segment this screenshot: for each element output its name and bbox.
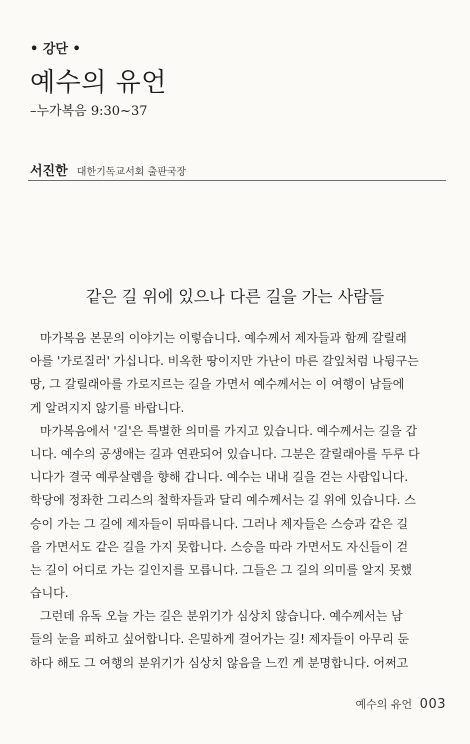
text-line: 들의 눈을 피하고 싶어합니다. 은밀하게 걸어가는 길! 제자들이 아무리 둔 [30,632,410,647]
page-title: 예수의 유언 [30,68,167,98]
author-role: 대한기독교서회 출판국장 [76,167,187,178]
paragraph [30,420,446,606]
author-name: 서진한 [30,164,68,179]
body-text [30,327,446,675]
running-title: 예수의 유언 [355,698,413,711]
scripture-reference: –누가복음 9:30~37 [30,104,148,119]
author-byline [30,160,186,179]
paragraph [30,605,446,675]
page-footer [356,696,446,712]
text-line: 는 길이 어디로 가는 길인지를 모릅니다. 그들은 그 길의 의미를 알지 못했 [30,562,412,577]
text-line: 그런데 유독 오늘 가는 길은 분위기가 심상치 않습니다. 예수께서는 남 [40,609,403,624]
text-line: 마가복음 본문의 이야기는 이렇습니다. 예수께서 제자들과 함께 갈릴래 [40,331,407,345]
text-line: 마가복음에서 '길'은 특별한 의미를 가지고 있습니다. 예수께서는 길을 갑 [40,423,418,438]
paragraph [30,327,446,420]
text-line: 승이 가는 그 길에 제자들이 뒤따릅니다. 그러나 제자들은 스승과 같은 길 [30,516,409,531]
text-line: 하다 해도 그 여행의 분위기가 심상치 않음을 느낀 게 분명합니다. 어쩌고 [30,655,409,670]
text-line: 을 가면서도 같은 길을 가지 못합니다. 스승을 따라 가면서도 자신들이 걷 [30,539,409,554]
section-headline: 같은 길 위에 있으나 다른 길을 가는 사람들 [85,287,385,306]
text-line: 습니다. [30,586,69,601]
text-line: 게 알려지지 않기를 바랍니다. [30,400,185,415]
text-line: 아를 '가로질러' 가십니다. 비옥한 땅이지만 가난이 마른 갈잎처럼 나뒹구는 [30,354,419,369]
text-line: 학당에 정좌한 그리스의 철학자들과 달리 예수께서는 길 위에 있습니다. 스 [30,493,416,508]
author-divider [28,180,446,181]
page-number: 003 [419,697,446,712]
section-label: • 강단 • [30,42,81,57]
text-line: 니다가 결국 예루살렘을 향해 갑니다. 예수는 내내 길을 걷는 사람입니다. [30,470,409,485]
text-line: 니다. 예수의 공생애는 길과 연관되어 있습니다. 그분은 갈릴래아를 두루 다 [30,446,420,461]
text-line: 땅, 그 갈릴래아를 가로지르는 길을 가면서 예수께서는 이 여행이 남들에 [30,377,405,392]
